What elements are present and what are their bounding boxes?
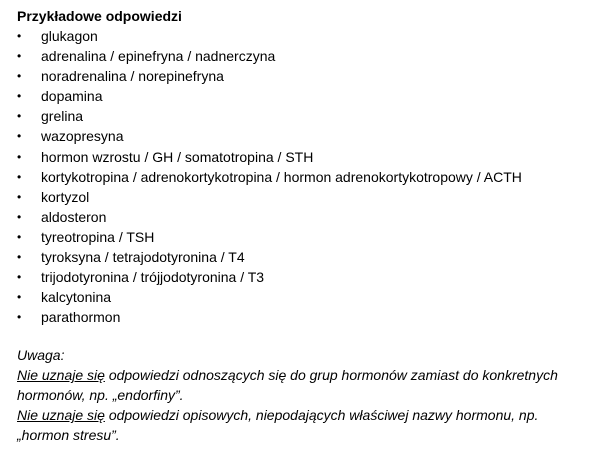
answer-text: kortyzol [41, 188, 90, 205]
list-item [17, 247, 605, 267]
list-item [17, 66, 605, 86]
note-emphasis: Nie uznaje się [17, 367, 105, 384]
answer-text: kalcytonina [41, 289, 112, 306]
bullet-icon: • [17, 89, 22, 104]
bullet-icon: • [17, 310, 22, 325]
list-item [17, 106, 605, 126]
section-heading: Przykładowe odpowiedzi [17, 8, 182, 24]
note-paragraph [17, 365, 592, 405]
note-title: Uwaga: [17, 347, 65, 364]
answer-text: tyroksyna / tetrajodotyronina / T4 [41, 249, 245, 266]
list-item [17, 207, 605, 227]
answer-text: dopamina [41, 88, 103, 105]
bullet-icon: • [17, 229, 22, 244]
list-item [17, 147, 605, 167]
bullet-icon: • [17, 69, 22, 84]
bullet-icon: • [17, 149, 22, 164]
bullet-icon: • [17, 209, 22, 224]
bullet-icon: • [17, 49, 22, 64]
list-item [17, 267, 605, 287]
list-item [17, 307, 605, 327]
bullet-icon: • [17, 290, 22, 305]
answer-text: trijodotyronina / trójjodotyronina / T3 [41, 269, 265, 286]
list-item [17, 86, 605, 106]
bullet-icon: • [17, 250, 22, 265]
answers-list [17, 26, 605, 327]
note-section [17, 345, 592, 445]
answer-text: wazopresyna [41, 128, 124, 145]
answer-text: aldosteron [41, 208, 107, 225]
list-item [17, 26, 605, 46]
bullet-icon: • [17, 129, 22, 144]
answer-text: hormon wzrostu / GH / somatotropina / STH [41, 148, 314, 165]
answer-text: kortykotropina / adrenokortykotropina / hormon adrenokortykotropowy / ACTH [41, 168, 522, 185]
bullet-icon: • [17, 270, 22, 285]
list-item [17, 46, 605, 66]
list-item [17, 167, 605, 187]
list-item [17, 227, 605, 247]
note-paragraph [17, 405, 592, 445]
bullet-icon: • [17, 189, 22, 204]
list-item [17, 126, 605, 146]
answer-text: noradrenalina / norepinefryna [41, 68, 224, 85]
note-text: odpowiedzi opisowych, niepodających właściwej nazwy hormonu, np. „hormon stresu”. [17, 407, 539, 444]
answer-text: parathormon [41, 309, 121, 326]
answer-text: tyreotropina / TSH [41, 228, 155, 245]
bullet-icon: • [17, 29, 22, 43]
note-text: odpowiedzi odnoszących się do grup hormonów zamiast do konkretnych hormonów, np. „endorfiny”. [17, 367, 558, 404]
bullet-icon: • [17, 169, 22, 184]
note-emphasis: Nie uznaje się [17, 407, 105, 424]
list-item [17, 187, 605, 207]
answer-text: grelina [41, 108, 84, 125]
answer-text: adrenalina / epinefryna / nadnerczyna [41, 48, 276, 65]
bullet-icon: • [17, 109, 22, 124]
list-item [17, 287, 605, 307]
answer-text: glukagon [41, 28, 98, 44]
